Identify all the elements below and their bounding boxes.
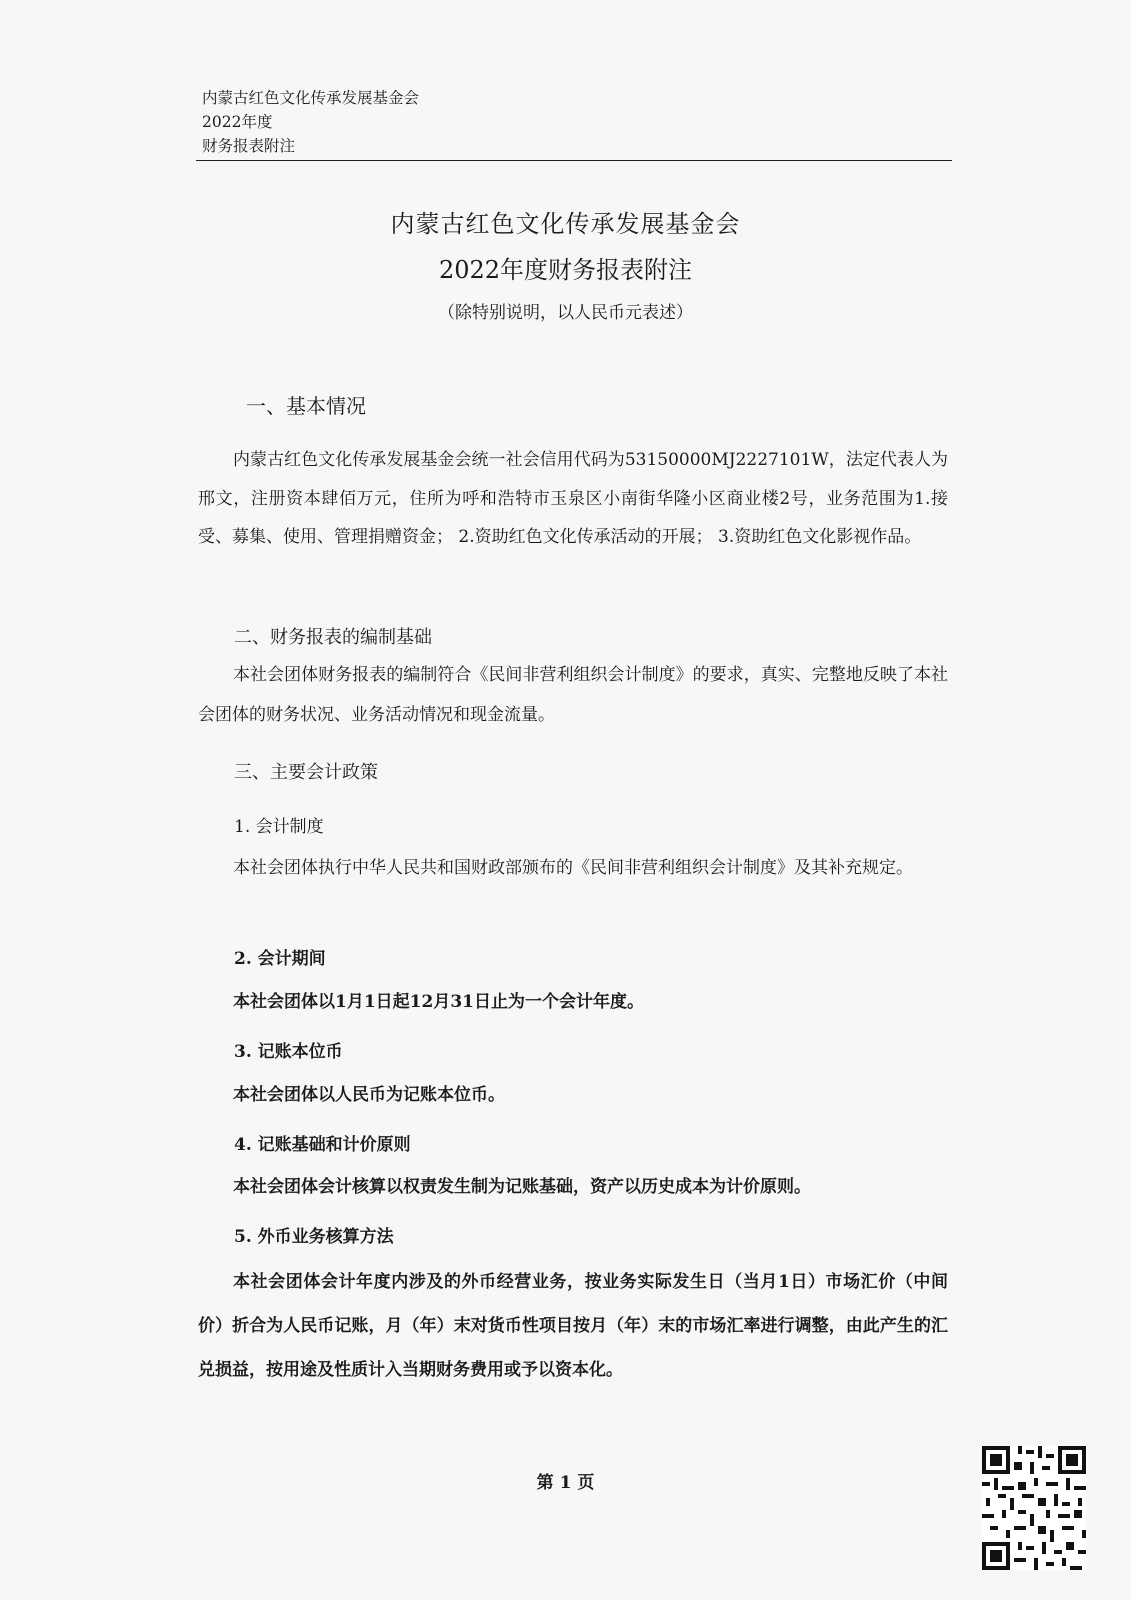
header-doc: 财务报表附注	[202, 137, 296, 155]
section-1-body: 内蒙古红色文化传承发展基金会统一社会信用代码为53150000MJ2227101W，法定代表人为邢文，注册资本肆佰万元，住所为呼和浩特市玉泉区小南街华隆小区商业楼2号，业务范围为1.接受、募集、使用、管理捐赠资金； 2.资助红色文化传承活动的开展； 3.资助红色文化影视作品。	[198, 450, 948, 547]
section-3-heading: 三、主要会计政策	[234, 762, 378, 783]
running-header	[202, 86, 419, 158]
item-5-heading: 5. 外币业务核算方法	[234, 1227, 394, 1247]
header-year: 2022年度	[202, 113, 273, 131]
header-rule	[196, 160, 952, 161]
item-4-body: 本社会团体会计核算以权责发生制为记账基础，资产以历史成本为计价原则。	[233, 1177, 811, 1197]
section-1-heading: 一、基本情况	[246, 394, 366, 418]
item-4-heading: 4. 记账基础和计价原则	[234, 1135, 411, 1155]
section-2-body: 本社会团体财务报表的编制符合《民间非营利组织会计制度》的要求，真实、完整地反映了本社会团体的财务状况、业务活动情况和现金流量。	[198, 665, 948, 725]
doc-subtitle: （除特别说明，以人民币元表述）	[438, 303, 693, 323]
item-2-heading: 2. 会计期间	[234, 949, 326, 969]
doc-title-org: 内蒙古红色文化传承发展基金会	[390, 210, 741, 238]
item-2-body: 本社会团体以1月1日起12月31日止为一个会计年度。	[233, 992, 644, 1012]
item-5-body: 本社会团体会计年度内涉及的外币经营业务，按业务实际发生日（当月1日）市场汇价（中间价）折合为人民币记账，月（年）末对货币性项目按月（年）末的市场汇率进行调整，由此产生的汇兑损益，按用途及性质计入当期财务费用或予以资本化。	[198, 1272, 948, 1380]
section-2-heading: 二、财务报表的编制基础	[234, 627, 432, 648]
item-3-body: 本社会团体以人民币为记账本位币。	[233, 1085, 505, 1105]
qr-code-icon	[982, 1446, 1086, 1570]
item-3-heading: 3. 记账本位币	[234, 1042, 343, 1062]
item-1-body: 本社会团体执行中华人民共和国财政部颁布的《民间非营利组织会计制度》及其补充规定。	[233, 858, 913, 878]
header-org: 内蒙古红色文化传承发展基金会	[202, 89, 420, 107]
item-1-heading: 1. 会计制度	[234, 817, 324, 837]
page-number: 第 1 页	[536, 1473, 595, 1493]
doc-title-main: 2022年度财务报表附注	[438, 256, 693, 284]
